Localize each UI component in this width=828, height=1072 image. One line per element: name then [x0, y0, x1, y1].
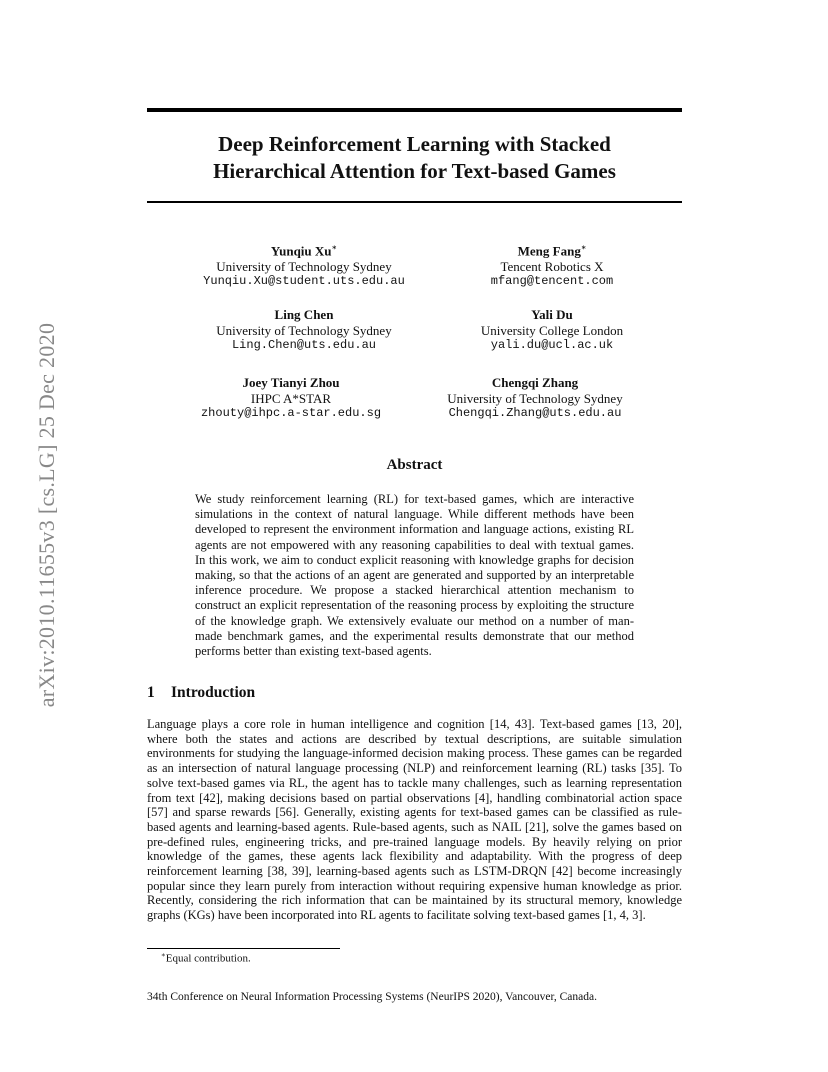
- author-name: Meng Fang: [517, 243, 581, 259]
- title-top-rule: [147, 108, 682, 112]
- author-affiliation: University of Technology Sydney: [216, 322, 392, 338]
- author-block: [405, 375, 665, 422]
- author-block: [161, 375, 421, 422]
- arxiv-identifier: [36, 270, 58, 760]
- author-email[interactable]: Chengqi.Zhang@uts.edu.au: [448, 406, 622, 420]
- section-title: Introduction: [171, 684, 256, 701]
- author-affiliation: University of Technology Sydney: [447, 390, 623, 406]
- author-affiliation: Tencent Robotics X: [500, 258, 604, 274]
- footnote: [161, 951, 251, 965]
- section-number: 1: [147, 684, 155, 701]
- author-email[interactable]: Yunqiu.Xu@student.uts.edu.au: [203, 274, 405, 289]
- footnote-rule: [147, 948, 340, 949]
- abstract-heading: Abstract: [386, 457, 443, 473]
- section-heading: [147, 684, 255, 702]
- author-block: [174, 307, 434, 354]
- footnote-mark: ∗: [161, 951, 166, 959]
- author-email[interactable]: Ling.Chen@uts.edu.au: [231, 338, 377, 352]
- author-name: Chengqi Zhang: [491, 375, 579, 390]
- author-block: [422, 307, 682, 354]
- conference-note: 34th Conference on Neural Information Processing Systems (NeurIPS 2020), Vancouver, Canada.: [147, 991, 597, 1003]
- author-email[interactable]: yali.du@ucl.ac.uk: [490, 338, 614, 352]
- author-block: [174, 240, 434, 290]
- author-name: Joey Tianyi Zhou: [242, 375, 340, 390]
- author-name: Yali Du: [531, 307, 573, 322]
- author-affiliation: University College London: [480, 322, 624, 338]
- equal-contribution-mark: ∗: [331, 243, 338, 252]
- abstract-body: We study reinforcement learning (RL) for text-based games, which are interactive simulations in the context of natural language. While different methods have been developed to represent the environment information and language actions, existing RL agents are not empowered with any reasoning capabilities to deal with textual games. In this work, we aim to conduct explicit reasoning with knowledge graphs for decision making, so that the actions of an agent are generated and supported by an interpretable inference procedure. We propose a stacked hierarchical attention mechanism to construct an explicit representation of the reasoning process by exploiting the structure of the knowledge graph. We extensively evaluate our method on a number of man-made benchmark games, and the experimental results demonstrate that our method performs better than existing text-based agents.: [195, 492, 634, 659]
- author-email[interactable]: zhouty@ihpc.a-star.edu.sg: [200, 406, 382, 420]
- paper-title: [147, 131, 682, 185]
- author-name: Ling Chen: [274, 307, 334, 322]
- equal-contribution-mark: ∗: [580, 243, 587, 252]
- author-name: Yunqiu Xu: [270, 243, 332, 259]
- author-affiliation: IHPC A*STAR: [250, 390, 332, 406]
- author-block: [422, 240, 682, 290]
- footnote-text: Equal contribution.: [165, 952, 251, 965]
- author-email[interactable]: mfang@tencent.com: [490, 274, 614, 289]
- title-line-2: Hierarchical Attention for Text-based Games: [213, 159, 616, 183]
- introduction-paragraph: Language plays a core role in human intelligence and cognition [14, 43]. Text-based games [13, 20], where both the states and actions are described by textual descriptions, are suitable simulation environments for studying the language-informed decision making process. These games can be regarded as an intersection of natural language processing (NLP) and reinforcement learning (RL) tasks [35]. To solve text-based games via RL, the agent has to tackle many challenges, such as learning representation from text [42], making decisions based on partial observations [4], handling combinatorial action space [57] and sparse rewards [56]. Generally, existing agents for text-based games can be classified as rule-based agents and learning-based agents. Rule-based agents, such as NAIL [21], solve the games based on pre-defined rules, engineering tricks, and pre-trained language models. By heavily relying on prior knowledge of the games, these agents lack flexibility and adaptability. With the progress of deep reinforcement learning [38, 39], learning-based agents such as LSTM-DRQN [42] become increasingly popular since they learn purely from interaction without requiring expensive human knowledge as prior. Recently, considering the rich information that can be maintained by its structural memory, knowledge graphs (KGs) have been incorporated into RL agents to facilitate solving text-based games [1, 4, 3].: [147, 717, 682, 923]
- title-bottom-rule: [147, 201, 682, 203]
- title-line-1: Deep Reinforcement Learning with Stacked: [218, 132, 611, 156]
- arxiv-identifier-text: arXiv:2010.11655v3 [cs.LG] 25 Dec 2020: [34, 322, 59, 708]
- author-affiliation: University of Technology Sydney: [216, 258, 392, 274]
